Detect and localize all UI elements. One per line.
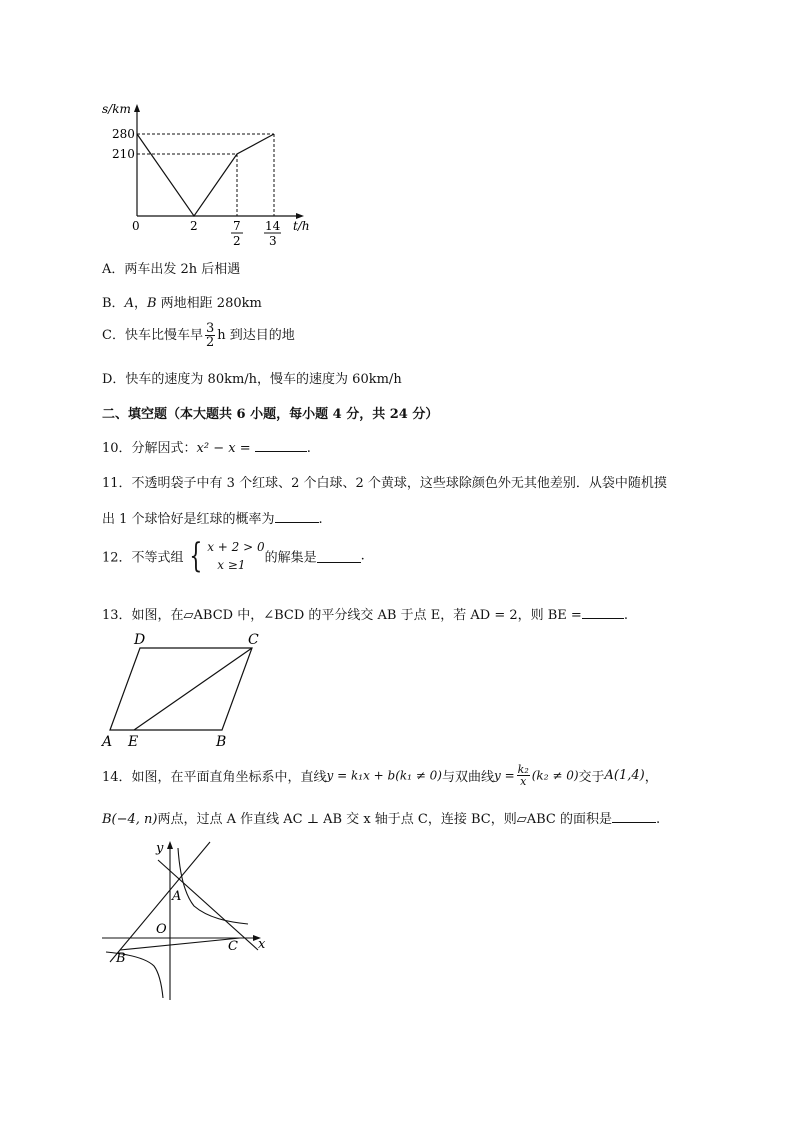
y-tick-210: 210 bbox=[112, 147, 135, 161]
label-x: x bbox=[258, 937, 266, 952]
question-10: 10．分解因式：x² − x = . bbox=[102, 441, 311, 456]
label-b: B bbox=[116, 951, 126, 966]
section-heading: 二、填空题（本大题共 6 小题，每小题 4 分，共 24 分） bbox=[102, 407, 439, 422]
coordinate-graph bbox=[98, 838, 278, 1004]
label-a: A bbox=[102, 734, 113, 750]
question-14-line2: B(−4, n)两点，过点 A 作直线 AC ⊥ AB 交 x 轴于点 C，连接 BC，则▱ABC 的面积是 . bbox=[102, 812, 661, 827]
label-d: D bbox=[134, 632, 146, 648]
question-12: 12．不等式组 { x + 2 > 0 x ≥1 的解集是 . bbox=[102, 536, 365, 576]
option-a: A．两车出发 2h 后相遇 bbox=[102, 262, 241, 277]
x-origin-label: 0 bbox=[132, 219, 140, 233]
label-e: E bbox=[128, 734, 139, 750]
left-brace: { bbox=[188, 536, 202, 576]
option-c: C．快车比慢车早 $\frac{3}{2}$ h 到达目的地 bbox=[102, 321, 295, 350]
answer-blank[interactable] bbox=[255, 439, 307, 452]
y-axis-label: s/km bbox=[102, 102, 131, 116]
label-y: y bbox=[156, 841, 164, 856]
answer-blank[interactable] bbox=[317, 550, 361, 563]
fraction-3-2: $\frac{3}{2}$ bbox=[205, 321, 215, 350]
x-tick-7-num: 7 bbox=[233, 219, 241, 233]
answer-blank[interactable] bbox=[582, 606, 624, 619]
question-13: 13．如图，在▱ABCD 中，∠BCD 的平分线交 AB 于点 E，若 AD = 2，则 BE = . bbox=[102, 608, 628, 623]
label-c: C bbox=[228, 939, 238, 954]
label-o: O bbox=[156, 922, 167, 937]
inequality-system: x + 2 > 0 x ≥1 bbox=[207, 540, 265, 572]
fraction-k2-x: $\frac{\text{k₂}}{x}$ bbox=[517, 763, 529, 788]
option-b: B．A，B 两地相距 280km bbox=[102, 296, 262, 311]
x-tick-14-den: 3 bbox=[269, 234, 277, 248]
label-b: B bbox=[216, 734, 227, 750]
x-axis-label: t/h bbox=[293, 219, 310, 233]
question-11-line1: 11．不透明袋子中有 3 个红球、2 个白球、2 个黄球，这些球除颜色外无其他差别．从袋中随机摸 bbox=[102, 476, 667, 491]
option-d: D．快车的速度为 80km/h，慢车的速度为 60km/h bbox=[102, 372, 402, 387]
x-tick-7-den: 2 bbox=[233, 234, 241, 248]
answer-blank[interactable] bbox=[275, 510, 319, 523]
parallelogram-figure bbox=[98, 628, 278, 752]
question-14-line1: 14．如图，在平面直角坐标系中，直线y = k₁x + b(k₁ ≠ 0)与双曲线y = $\frac{\text{k₂}}{x}$ (k₂ ≠ 0)交于A(1,4)， bbox=[102, 763, 658, 788]
x-tick-14-num: 14 bbox=[265, 219, 281, 233]
x-tick-2: 2 bbox=[190, 219, 198, 233]
label-a: A bbox=[172, 889, 182, 904]
y-tick-280: 280 bbox=[112, 127, 135, 141]
question-11-line2: 出 1 个球恰好是红球的概率为 . bbox=[102, 512, 323, 527]
distance-time-graph bbox=[100, 98, 320, 248]
label-c: C bbox=[248, 632, 259, 648]
answer-blank[interactable] bbox=[612, 810, 656, 823]
